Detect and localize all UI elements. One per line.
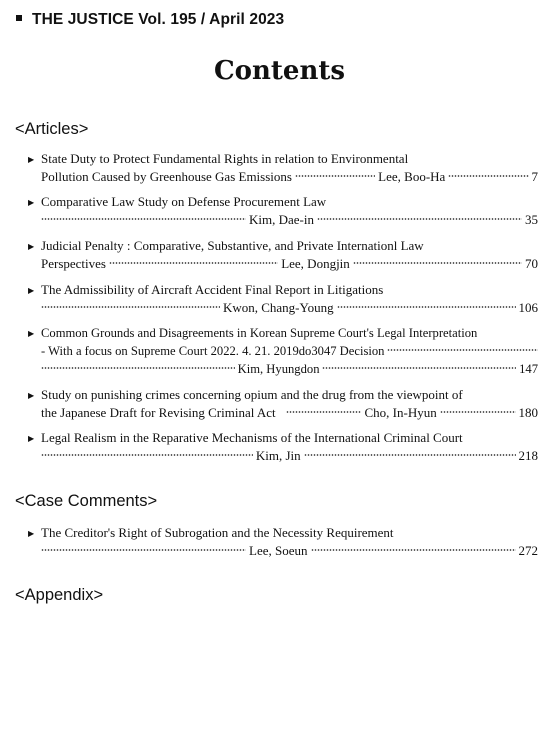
entry-page-number: 147 — [519, 362, 538, 376]
dot-leader — [353, 261, 522, 265]
entry-author: Kim, Hyungdon — [237, 362, 320, 376]
entry-title: Comparative Law Study on Defense Procurement Law — [41, 194, 327, 209]
entry-page-number: 272 — [518, 543, 539, 558]
triangle-bullet-icon: ▶ — [28, 286, 35, 295]
section-heading-appendix: <Appendix> — [15, 586, 104, 604]
entry-page-number: 7 — [531, 169, 539, 184]
entry-title-continued: Perspectives — [41, 256, 106, 271]
entry-page-number: 35 — [525, 212, 539, 227]
entry-title: Common Grounds and Disagreements in Korean Supreme Court's Legal Interpretation — [41, 326, 478, 340]
page-title: Contents — [213, 56, 346, 86]
triangle-bullet-icon: ▶ — [28, 242, 35, 251]
section-heading-case-comments: <Case Comments> — [15, 492, 158, 510]
dot-leader — [387, 348, 538, 352]
triangle-bullet-icon: ▶ — [28, 329, 35, 338]
dot-leader — [109, 261, 278, 265]
dot-leader — [286, 410, 362, 414]
entry-author: Lee, Dongjin — [281, 256, 350, 271]
entry-page-number: 180 — [518, 405, 539, 420]
toc-entry[interactable] — [28, 237, 538, 273]
triangle-bullet-icon: ▶ — [28, 155, 35, 164]
dot-leader — [448, 174, 528, 178]
entry-title: The Admissibility of Aircraft Accident Final Report in Litigations — [41, 282, 384, 297]
toc-entry[interactable] — [28, 524, 538, 560]
entry-page-number: 218 — [518, 448, 539, 463]
toc-entry[interactable] — [28, 281, 538, 317]
entry-title: Study on punishing crimes concerning opium and the drug from the viewpoint of — [41, 387, 463, 402]
triangle-bullet-icon: ▶ — [28, 198, 35, 207]
toc-entry[interactable] — [28, 150, 538, 186]
toc-entry[interactable] — [28, 324, 538, 378]
journal-header-text: THE JUSTICE Vol. 195 / April 2023 — [32, 11, 285, 28]
dot-leader — [41, 217, 246, 221]
entry-author: Lee, Soeun — [249, 543, 308, 558]
dot-leader — [41, 548, 246, 552]
dot-leader — [317, 217, 522, 221]
dot-leader — [337, 305, 516, 309]
entry-title-continued: Pollution Caused by Greenhouse Gas Emissions — [41, 169, 292, 184]
dot-leader — [41, 366, 235, 370]
entry-title-continued: - With a focus on Supreme Court 2022. 4. 21. 2019do3047 Decision — [41, 344, 385, 358]
triangle-bullet-icon: ▶ — [28, 434, 35, 443]
entry-title: The Creditor's Right of Subrogation and the Necessity Requirement — [41, 525, 394, 540]
entry-author: Cho, In-Hyun — [364, 405, 437, 420]
dot-leader — [304, 453, 516, 457]
entry-author: Lee, Boo-Ha — [378, 169, 446, 184]
entry-title: Legal Realism in the Reparative Mechanisms of the International Criminal Court — [41, 430, 463, 445]
entry-page-number: 70 — [525, 256, 539, 271]
toc-entry[interactable] — [28, 429, 538, 465]
entry-title: State Duty to Protect Fundamental Rights in relation to Environmental — [41, 151, 409, 166]
triangle-bullet-icon: ▶ — [28, 391, 35, 400]
entry-author: Kim, Dae-in — [249, 212, 314, 227]
entry-page-number: 106 — [518, 300, 539, 315]
triangle-bullet-icon: ▶ — [28, 529, 35, 538]
dot-leader — [322, 366, 516, 370]
entry-author: Kim, Jin — [255, 448, 301, 463]
dot-leader — [41, 453, 253, 457]
dot-leader — [295, 174, 375, 178]
dot-leader — [41, 305, 220, 309]
toc-entry[interactable] — [28, 386, 538, 422]
entry-title: Judicial Penalty : Comparative, Substantive, and Private Internationl Law — [41, 238, 424, 253]
toc-entry[interactable] — [28, 193, 538, 229]
dot-leader — [311, 548, 516, 552]
entry-author: Kwon, Chang-Young — [222, 300, 334, 315]
square-bullet-icon — [16, 15, 22, 21]
section-heading-articles: <Articles> — [15, 120, 89, 138]
journal-header — [16, 11, 284, 29]
entry-title-continued: the Japanese Draft for Revising Criminal Act — [41, 405, 276, 420]
dot-leader — [440, 410, 516, 414]
